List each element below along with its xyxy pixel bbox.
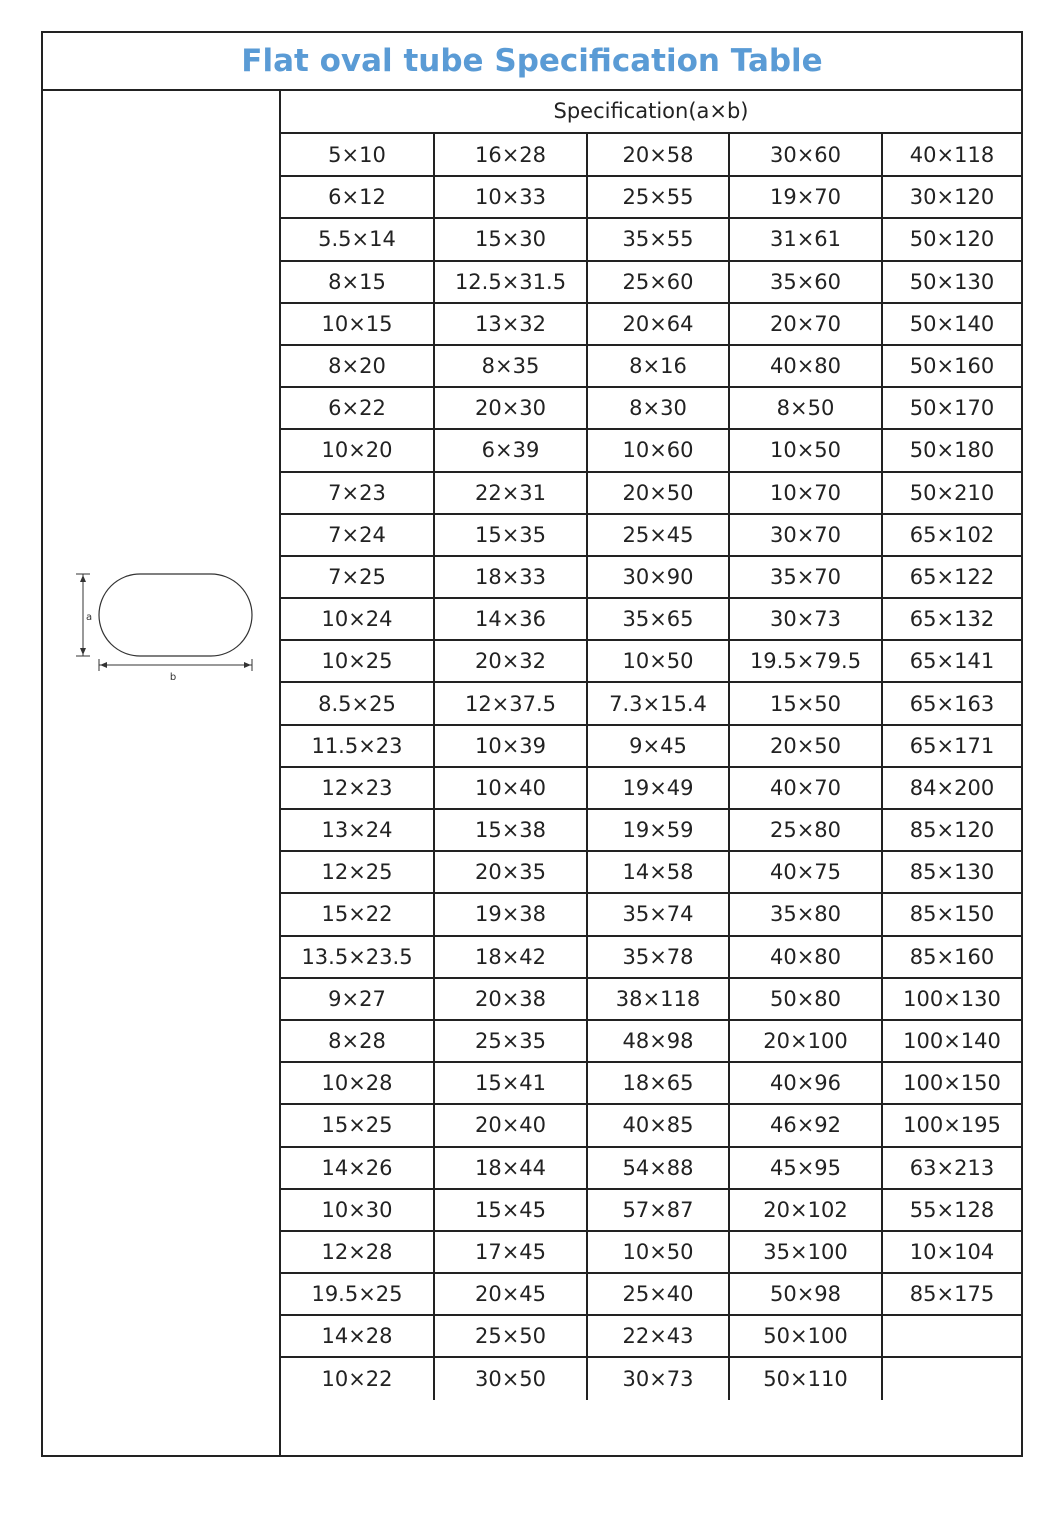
spec-cell: 8.5×25 xyxy=(281,682,434,724)
spec-cell: 10×50 xyxy=(729,429,882,471)
spec-cell: 19×59 xyxy=(587,809,729,851)
spec-cell: 50×170 xyxy=(882,387,1021,429)
table-row xyxy=(281,767,1021,809)
spec-cell: 65×122 xyxy=(882,556,1021,598)
table-row xyxy=(281,176,1021,218)
spec-cell: 63×213 xyxy=(882,1147,1021,1189)
spec-cell: 8×30 xyxy=(587,387,729,429)
table-row xyxy=(281,514,1021,556)
spec-cell: 15×35 xyxy=(434,514,587,556)
spec-cell: 10×22 xyxy=(281,1357,434,1399)
spec-cell: 48×98 xyxy=(587,1020,729,1062)
diagram-cell xyxy=(43,89,281,1455)
spec-cell: 30×73 xyxy=(729,598,882,640)
spec-cell: 30×120 xyxy=(882,176,1021,218)
spec-cell: 45×95 xyxy=(729,1147,882,1189)
spec-cell: 40×96 xyxy=(729,1062,882,1104)
spec-cell: 20×70 xyxy=(729,303,882,345)
spec-cell: 35×100 xyxy=(729,1231,882,1273)
spec-cell: 100×195 xyxy=(882,1104,1021,1146)
spec-cell: 30×73 xyxy=(587,1357,729,1399)
spec-cell: 40×118 xyxy=(882,134,1021,176)
spec-cell: 50×110 xyxy=(729,1357,882,1399)
spec-cell: 100×140 xyxy=(882,1020,1021,1062)
spec-cell: 40×70 xyxy=(729,767,882,809)
spec-cell: 11.5×23 xyxy=(281,725,434,767)
table-row xyxy=(281,556,1021,598)
table-row xyxy=(281,1357,1021,1399)
spec-cell: 7×23 xyxy=(281,472,434,514)
spec-cell: 65×163 xyxy=(882,682,1021,724)
table-row xyxy=(281,345,1021,387)
spec-cell: 12×37.5 xyxy=(434,682,587,724)
spec-cell: 10×30 xyxy=(281,1189,434,1231)
spec-cell: 8×20 xyxy=(281,345,434,387)
spec-cell: 8×35 xyxy=(434,345,587,387)
spec-cell: 8×28 xyxy=(281,1020,434,1062)
spec-cell: 50×80 xyxy=(729,978,882,1020)
spec-cell: 100×150 xyxy=(882,1062,1021,1104)
spec-cell: 65×132 xyxy=(882,598,1021,640)
spec-cell: 15×50 xyxy=(729,682,882,724)
spec-cell: 18×33 xyxy=(434,556,587,598)
spec-cell: 40×80 xyxy=(729,345,882,387)
spec-cell: 8×50 xyxy=(729,387,882,429)
spec-cell: 46×92 xyxy=(729,1104,882,1146)
spec-cell: 18×42 xyxy=(434,936,587,978)
spec-cell: 25×35 xyxy=(434,1020,587,1062)
spec-cell: 5×10 xyxy=(281,134,434,176)
spec-cell: 10×60 xyxy=(587,429,729,471)
spec-cell: 12.5×31.5 xyxy=(434,261,587,303)
table-row xyxy=(281,809,1021,851)
spec-cell: 65×102 xyxy=(882,514,1021,556)
spec-cell: 57×87 xyxy=(587,1189,729,1231)
spec-cell: 65×171 xyxy=(882,725,1021,767)
spec-cell: 40×85 xyxy=(587,1104,729,1146)
spec-cell: 50×140 xyxy=(882,303,1021,345)
table-row xyxy=(281,978,1021,1020)
spec-cell: 17×45 xyxy=(434,1231,587,1273)
spec-cell: 50×120 xyxy=(882,218,1021,260)
spec-cell: 35×80 xyxy=(729,893,882,935)
spec-cell: 19.5×25 xyxy=(281,1273,434,1315)
spec-cell: 9×27 xyxy=(281,978,434,1020)
spec-cell: 19×49 xyxy=(587,767,729,809)
spec-cell: 85×160 xyxy=(882,936,1021,978)
spec-header: Specification(a×b) xyxy=(281,89,1021,134)
spec-cell: 30×90 xyxy=(587,556,729,598)
spec-cell: 40×75 xyxy=(729,851,882,893)
table-row xyxy=(281,429,1021,471)
table-row xyxy=(281,936,1021,978)
page-title: Flat oval tube Specification Table xyxy=(43,33,1021,91)
oval-outline xyxy=(99,574,252,656)
spec-cell: 10×24 xyxy=(281,598,434,640)
spec-cell: 100×130 xyxy=(882,978,1021,1020)
spec-cell: 35×55 xyxy=(587,218,729,260)
table-row xyxy=(281,1189,1021,1231)
spec-cell: 20×32 xyxy=(434,640,587,682)
spec-cell: 30×50 xyxy=(434,1357,587,1399)
spec-cell: 65×141 xyxy=(882,640,1021,682)
spec-cell: 10×33 xyxy=(434,176,587,218)
table-row xyxy=(281,303,1021,345)
dimension-a-label: a xyxy=(86,612,93,623)
spec-cell: 10×40 xyxy=(434,767,587,809)
spec-cell: 9×45 xyxy=(587,725,729,767)
spec-cell: 18×44 xyxy=(434,1147,587,1189)
spec-cell: 25×60 xyxy=(587,261,729,303)
spec-cell: 35×70 xyxy=(729,556,882,598)
spec-cell: 10×15 xyxy=(281,303,434,345)
spec-cell: 20×30 xyxy=(434,387,587,429)
spec-cell: 85×130 xyxy=(882,851,1021,893)
spec-cell: 10×39 xyxy=(434,725,587,767)
spec-cell: 85×175 xyxy=(882,1273,1021,1315)
spec-cell: 20×58 xyxy=(587,134,729,176)
spec-cell: 6×22 xyxy=(281,387,434,429)
spec-cell: 5.5×14 xyxy=(281,218,434,260)
spec-cell: 12×25 xyxy=(281,851,434,893)
spec-cell: 20×50 xyxy=(729,725,882,767)
spec-cell: 10×20 xyxy=(281,429,434,471)
table-row xyxy=(281,387,1021,429)
spec-cell: 22×43 xyxy=(587,1315,729,1357)
spec-cell: 19.5×79.5 xyxy=(729,640,882,682)
spec-cell: 19×70 xyxy=(729,176,882,218)
spec-cell: 20×64 xyxy=(587,303,729,345)
spec-cell: 20×102 xyxy=(729,1189,882,1231)
spec-cell: 20×50 xyxy=(587,472,729,514)
spec-cell: 54×88 xyxy=(587,1147,729,1189)
table-row xyxy=(281,598,1021,640)
spec-cell: 25×50 xyxy=(434,1315,587,1357)
spec-cell: 7×24 xyxy=(281,514,434,556)
spec-cell: 35×60 xyxy=(729,261,882,303)
spec-cell: 50×180 xyxy=(882,429,1021,471)
spec-cell: 30×60 xyxy=(729,134,882,176)
spec-cell: 38×118 xyxy=(587,978,729,1020)
table-row xyxy=(281,1062,1021,1104)
spec-cell: 84×200 xyxy=(882,767,1021,809)
table-row xyxy=(281,1273,1021,1315)
spec-cell: 20×38 xyxy=(434,978,587,1020)
spec-cell: 14×36 xyxy=(434,598,587,640)
table-row xyxy=(281,682,1021,724)
spec-cell: 8×16 xyxy=(587,345,729,387)
spec-cell: 20×45 xyxy=(434,1273,587,1315)
spec-cell: 15×22 xyxy=(281,893,434,935)
spec-cell: 20×35 xyxy=(434,851,587,893)
table-row xyxy=(281,134,1021,176)
spec-cell: 10×50 xyxy=(587,1231,729,1273)
spec-cell: 7.3×15.4 xyxy=(587,682,729,724)
spec-cell: 13×24 xyxy=(281,809,434,851)
table-row xyxy=(281,725,1021,767)
table-row xyxy=(281,640,1021,682)
table-row xyxy=(281,261,1021,303)
spec-cell: 35×65 xyxy=(587,598,729,640)
table-row xyxy=(281,893,1021,935)
spec-table xyxy=(281,134,1021,1400)
table-row xyxy=(281,1104,1021,1146)
spec-cell: 15×45 xyxy=(434,1189,587,1231)
spec-cell: 19×38 xyxy=(434,893,587,935)
spec-cell: 85×120 xyxy=(882,809,1021,851)
spec-cell: 50×160 xyxy=(882,345,1021,387)
table-row xyxy=(281,1315,1021,1357)
spec-cell: 7×25 xyxy=(281,556,434,598)
spec-cell: 13.5×23.5 xyxy=(281,936,434,978)
spec-cell: 50×98 xyxy=(729,1273,882,1315)
table-row xyxy=(281,1147,1021,1189)
spec-cell: 35×74 xyxy=(587,893,729,935)
spec-cell: 35×78 xyxy=(587,936,729,978)
spec-cell: 14×28 xyxy=(281,1315,434,1357)
spec-cell: 14×58 xyxy=(587,851,729,893)
table-row xyxy=(281,851,1021,893)
spec-cell xyxy=(882,1315,1021,1357)
table-row xyxy=(281,1231,1021,1273)
spec-cell: 10×50 xyxy=(587,640,729,682)
spec-cell: 50×100 xyxy=(729,1315,882,1357)
spec-table-area xyxy=(281,89,1021,1455)
spec-cell: 25×40 xyxy=(587,1273,729,1315)
table-row xyxy=(281,472,1021,514)
spec-cell: 6×12 xyxy=(281,176,434,218)
spec-cell: 50×210 xyxy=(882,472,1021,514)
spec-cell: 15×25 xyxy=(281,1104,434,1146)
spec-cell: 10×25 xyxy=(281,640,434,682)
spec-cell: 31×61 xyxy=(729,218,882,260)
table-row xyxy=(281,1020,1021,1062)
spec-cell: 8×15 xyxy=(281,261,434,303)
spec-cell: 40×80 xyxy=(729,936,882,978)
dimension-b-label: b xyxy=(169,672,177,683)
spec-cell: 30×70 xyxy=(729,514,882,556)
spec-cell: 12×28 xyxy=(281,1231,434,1273)
spec-cell xyxy=(882,1357,1021,1399)
table-row xyxy=(281,218,1021,260)
spec-cell: 22×31 xyxy=(434,472,587,514)
spec-cell: 85×150 xyxy=(882,893,1021,935)
spec-cell: 10×70 xyxy=(729,472,882,514)
spec-cell: 20×100 xyxy=(729,1020,882,1062)
spec-cell: 50×130 xyxy=(882,261,1021,303)
spec-cell: 55×128 xyxy=(882,1189,1021,1231)
spec-cell: 15×38 xyxy=(434,809,587,851)
spec-cell: 15×41 xyxy=(434,1062,587,1104)
spec-cell: 12×23 xyxy=(281,767,434,809)
spec-cell: 25×55 xyxy=(587,176,729,218)
oval-tube-diagram xyxy=(73,514,273,684)
spec-cell: 6×39 xyxy=(434,429,587,471)
spec-cell: 10×104 xyxy=(882,1231,1021,1273)
spec-cell: 15×30 xyxy=(434,218,587,260)
spec-cell: 10×28 xyxy=(281,1062,434,1104)
spec-cell: 25×45 xyxy=(587,514,729,556)
spec-sheet xyxy=(41,31,1023,1457)
spec-cell: 25×80 xyxy=(729,809,882,851)
spec-cell: 13×32 xyxy=(434,303,587,345)
spec-cell: 20×40 xyxy=(434,1104,587,1146)
spec-cell: 18×65 xyxy=(587,1062,729,1104)
spec-cell: 14×26 xyxy=(281,1147,434,1189)
spec-cell: 16×28 xyxy=(434,134,587,176)
